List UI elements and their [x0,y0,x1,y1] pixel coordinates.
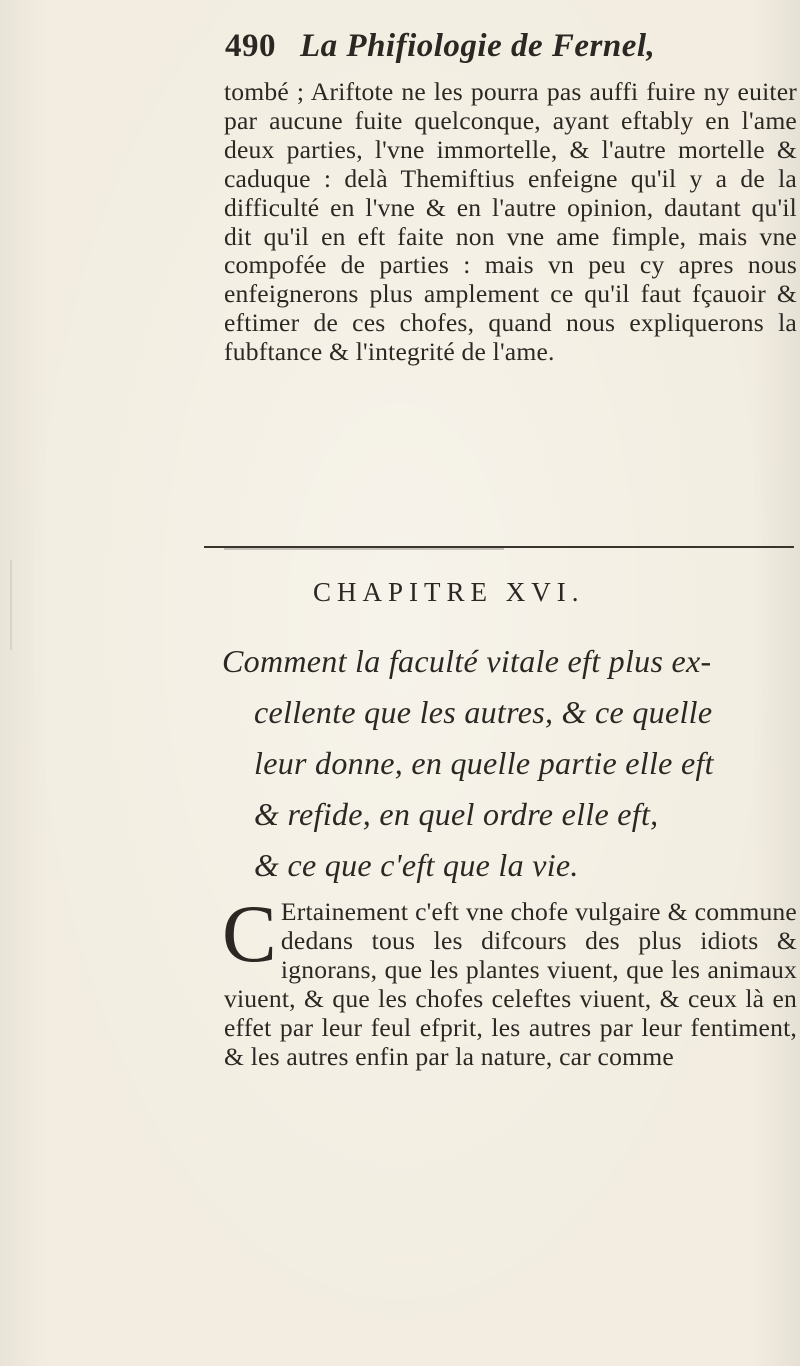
chapter-title: CHAPITRE XVI. [313,577,585,607]
chapter-heading-line: & refide, en quel ordre elle eft, [254,796,659,832]
page-header [225,28,655,65]
chapter-rule [204,543,794,551]
page-number: 490 [225,28,276,64]
paragraph-1: tombé ; Ariftote ne les pourra pas auffi fuire ny euiter par aucune fuite quelconque, ayant eftably en l'ame deux parties, l'vne immortelle, & l'autre mortelle & caduque : delà Themiftius enfeigne qu'il y a de la difficulté en l'vne & en l'autre opinion, dautant qu'il dit qu'il en eft faite non vne ame fimple, mais vne compofée de parties : mais vn peu cy apres nous enfeignerons plus amplement ce qu'il faut fçauoir & eftimer de ces chofes, quand nous expliquerons la fubftance & l'integrité de l'ame. [224,77,797,367]
chapter-heading-line: & ce que c'eft que la vie. [254,847,579,883]
chapter-heading [222,636,782,891]
paragraph-2-text: Ertainement c'eft vne chofe vulgaire & commune dedans tous les difcours des plus idiots & ignorans, que les plantes viuent, que les animaux viuent, & que les chofes celeftes viuent, & ceux là en effet par leur feul efprit, les autres par leur fentiment, & les autres enfin par la nature, car comme [224,897,797,1071]
drop-cap: C [222,888,277,979]
chapter-heading-line: cellente que les autres, & ce quelle [254,694,713,730]
paragraph-2 [222,888,797,1071]
page-fold-shadow [10,560,12,650]
chapter-heading-line: Comment la faculté vitale eft plus ex- [222,643,712,679]
chapter-heading-line: leur donne, en quelle partie elle eft [254,745,714,781]
running-title: La Phifiologie de Fernel, [300,28,656,64]
